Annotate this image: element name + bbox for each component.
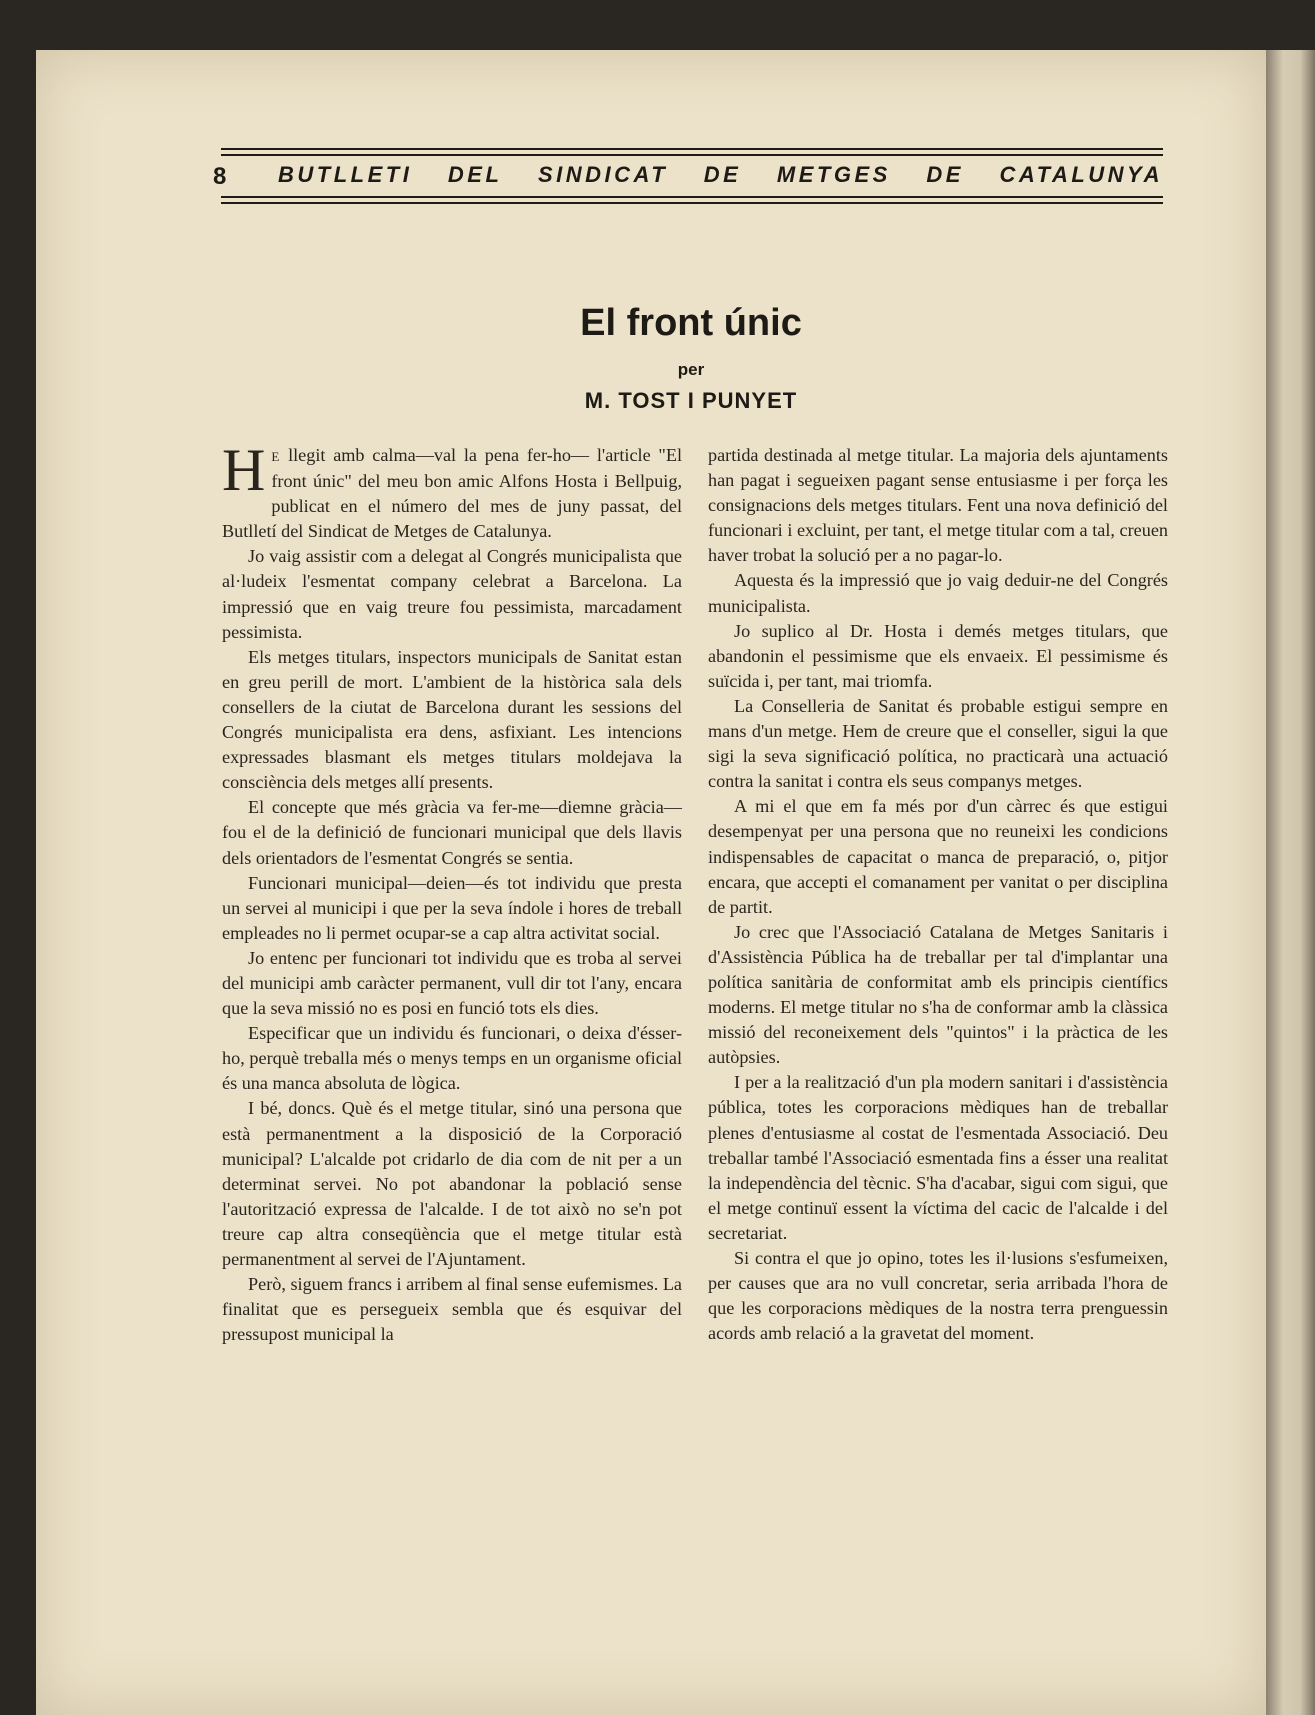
paragraph: partida destinada al metge titular. La majoria dels ajuntaments han pagat i segueixen pagant sense entusiasme i per força les consignacions dels metges titulars. Fent una nova definició del funcionari i excluint, per tant, el metge titular com a tal, creuen haver trobat la solució per a no pagar-lo. xyxy=(708,445,1168,566)
journal-word: DEL xyxy=(447,162,503,187)
journal-word: METGES xyxy=(776,162,891,187)
paragraph-text: llegit amb calma—val la pena fer-ho— l'article "El front únic" del meu bon amic Alfons Hosta i Bellpuig, publicat en el número del mes de juny passat, del Butlletí del Sindicat de Metges de Catalunya. xyxy=(222,445,682,542)
text-column-left xyxy=(222,437,682,1347)
header-rule xyxy=(221,202,1163,204)
page-number: 8 xyxy=(213,163,227,190)
paragraph: Aquesta és la impressió que jo vaig deduir-ne del Congrés municipalista. xyxy=(708,570,1168,616)
paragraph: A mi el que em fa més por d'un càrrec és que estigui desempenyat per una persona que no reuneixi les condicions indispensables de capacitat o manca de preparació, o, pitjor encara, que accepti el comanament per vanitat o per disciplina de partit. xyxy=(708,796,1168,917)
paragraph xyxy=(222,437,682,544)
journal-title xyxy=(278,162,1163,192)
paragraph: Si contra el que jo opino, totes les il·lusions s'esfumeixen, per causes que ara no vull concretar, seria arribada l'hora de que les corporacions mèdiques de la nostra terra prenguessin acords amb relació a la gravetat del moment. xyxy=(708,1248,1168,1344)
header-rule xyxy=(221,196,1163,198)
paragraph: Especificar que un individu és funcionari, o deixa d'ésser-ho, perquè treballa més o menys temps en un organisme oficial és una manca absoluta de lògica. xyxy=(222,1023,682,1094)
header-rule xyxy=(221,148,1163,150)
paragraph: Funcionari municipal—deien—és tot individu que presta un servei al municipi i que per la seva índole i hores de treball empleades no li permet ocupar-se a cap altra activitat social. xyxy=(222,872,682,943)
paragraph: Però, siguem francs i arribem al final sense eufemismes. La finalitat que es persegueix sembla que és esquivar del pressupost municipal la xyxy=(222,1274,682,1345)
article-title: El front únic xyxy=(580,302,802,344)
journal-word: SINDICAT xyxy=(537,162,669,187)
paragraph: La Conselleria de Sanitat és probable estigui sempre en mans d'un metge. Hem de creure que el conseller, sigui la que sigi la seva significació política, no practicarà una actuació contra la sanitat i contra els seus companys metges. xyxy=(708,695,1168,792)
journal-word: CATALUNYA xyxy=(999,162,1163,187)
byline-prefix: per xyxy=(677,360,705,379)
paragraph: Jo suplico al Dr. Hosta i demés metges titulars, que abandonin el pessimisme que els envaeix. El pessimisme és suïcida i, per tant, mai triomfa. xyxy=(708,620,1168,691)
first-word-rest: E xyxy=(271,449,281,464)
journal-word: DE xyxy=(926,162,964,187)
paragraph: I per a la realització d'un pla modern sanitari i d'assistència pública, totes les corporacions mèdiques han de treballar plenes d'entusiasme al costat de l'esmentada Associació. Deu treballar també l'Associació esmentada fins a ésser una realitat la independència del tècnic. S'ha d'acabar, sigui com sigui, que el metge continuï essent la víctima del cacic de l'alcalde i del secretariat. xyxy=(708,1072,1168,1243)
adjacent-page-edge xyxy=(1266,50,1315,1715)
paragraph: Jo crec que l'Associació Catalana de Metges Sanitaris i d'Assistència Pública ha de treballar per tal d'implantar una política sanitària de conformitat amb els principis científics moderns. El metge titular no s'ha de conformar amb la clàssica missió del reconeixement dels "quintos" i la pràctica de les autòpsies. xyxy=(708,921,1168,1068)
paragraph: El concepte que més gràcia va fer-me—diemne gràcia—fou el de la definició de funcionari municipal que dels llavis dels orientadors de l'esmentat Congrés se sentia. xyxy=(222,797,682,868)
running-header xyxy=(183,148,1163,208)
drop-cap: H xyxy=(222,437,266,503)
journal-word: BUTLLETI xyxy=(278,162,413,187)
journal-word: DE xyxy=(703,162,742,187)
paragraph: I bé, doncs. Què és el metge titular, sinó una persona que està permanentment a la disposició de la Corporació municipal? L'alcalde pot cridarlo de dia com de nit per a un determinat servei. No pot abandonar la població sense l'autorització expressa de l'alcalde. I de tot això no se'n pot treure cap altra conseqüència que el metge titular està permanentment al servei de l'Ajuntament. xyxy=(222,1098,682,1269)
text-column-right xyxy=(708,443,1168,1346)
paragraph: Els metges titulars, inspectors municipals de Sanitat estan en greu perill de mort. L'ambient de la històrica sala dels consellers de la ciutat de Barcelona durant les sessions del Congrés municipalista era dens, asfixiant. Les intencions expressades blasmant els metges titulars moldejava la consciència dels metges allí presents. xyxy=(222,646,682,793)
scan-background-top xyxy=(0,0,1315,50)
header-rule xyxy=(221,154,1163,156)
paragraph: Jo vaig assistir com a delegat al Congrés municipalista que al·ludeix l'esmentat company celebrat a Barcelona. La impressió que en vaig treure fou pessimista, marcadament pessimista. xyxy=(222,546,682,642)
article-author: M. TOST I PUNYET xyxy=(584,388,798,413)
paragraph: Jo entenc per funcionari tot individu que es troba al servei del municipi amb caràcter permanent, vull dir tot l'any, encara que la seva missió no es posi en funció tots els dies. xyxy=(222,947,682,1019)
